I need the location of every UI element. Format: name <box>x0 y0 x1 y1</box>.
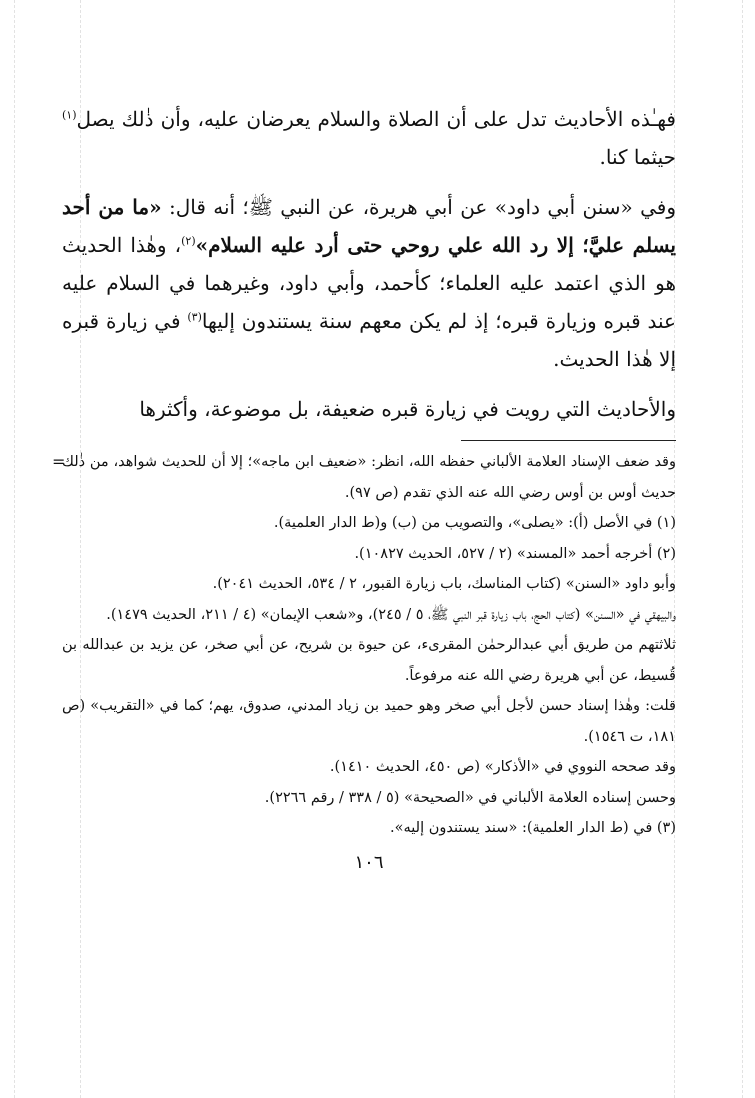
book-page <box>52 100 676 873</box>
footnote-line: وأبو داود «السنن» (كتاب المناسك، باب زيارة القبور، ٢ / ٥٣٤، الحديث ٢٠٤١). <box>212 576 676 592</box>
continuation-mark: = <box>52 452 66 471</box>
hadith-quote: «ما من أحد يسلم عليَّ؛ إلا رد الله علي روحي حتى أرد عليه السلام» <box>62 195 676 257</box>
footnote-line: (٢) أخرجه أحمد «المسند» (٢ / ٥٢٧، الحديث ١٠٨٢٧). <box>354 545 676 562</box>
body-paragraph-3: والأحاديث التي رويت في زيارة قبره ضعيفة، بل موضوعة، وأكثرها <box>139 397 676 421</box>
footnote-ref-2[interactable]: (٢) <box>181 234 196 248</box>
body-paragraph-1: فهـٰذه الأحاديث تدل على أن الصلاة والسلام يعرضان عليه، وأن ذٰلك يصل$^{(١)}$ حيثما كنا. <box>62 107 676 169</box>
footnote-line: وقد صححه النووي في «الأذكار» (ص ٤٥٠، الحديث ١٤١٠). <box>329 759 676 775</box>
footnote-line: (١) في الأصل (أ): «يصلى»، والتصويب من (ب) و(ط الدار العلمية). <box>273 515 676 531</box>
footnote-line: قلت: وهٰذا إسناد حسن لأجل أبي صخر وهو حميد بن زياد المدني، صدوق، يهم؛ كما في «التقريب» (ص ١٨١، ت ١٥٤٦). <box>62 698 676 745</box>
footnote-line: والبيهقي في «السنن» (كتاب الحج، باب زيارة قبر النبي ﷺ، ٥ / ٢٤٥)، و«شعب الإيمان» (٤ / ٢١١، الحديث ١٤٧٩). <box>106 606 676 623</box>
footnote-line: وحسن إسناده العلامة الألباني في «الصحيحة» (٥ / ٣٣٨ / رقم ٢٢٦٦). <box>264 789 676 806</box>
footnote-ref-3[interactable]: (٣) <box>187 310 202 324</box>
footnote-ref-1[interactable]: (١) <box>62 108 77 122</box>
footnote-line: ثلاثتهم من طريق أبي عبدالرحمٰن المقرىء، عن حيوة بن شريح، عن أبي صخر، عن يزيد بن عبدالله بن قُسيط، عن أبي هريرة رضي الله عنه مرفوعاً. <box>62 637 676 684</box>
body-paragraph-2: وفي «سنن أبي داود» عن أبي هريرة، عن النبي ﷺ؛ أنه قال: «ما من أحد يسلم عليَّ؛ إلا رد الله علي روحي حتى أرد عليه السلام»$^{(٢)}$، وهٰذا الحديث هو الذي اعتمد عليه العلماء؛ كأحمد، وأبي داود، وغيرهما في السلام عليه عند قبره وزيارة قبره؛ إذ لم يكن معهم سنة يستندون إليها$^{(٣)}$ في زيارة قبره إلا هٰذا الحديث. <box>62 195 676 371</box>
footnotes <box>52 447 676 844</box>
margin-guide <box>742 0 743 1098</box>
footnote-separator <box>461 440 676 441</box>
footnote-line: وقد ضعف الإسناد العلامة الألباني حفظه الله، انظر: «ضعيف ابن ماجه»؛ إلا أن للحديث شواهد، من ذٰلك حديث أوس بن أوس رضي الله عنه الذي تقدم (ص ٩٧). <box>62 454 676 501</box>
margin-guide <box>14 0 15 1098</box>
footnote-line: (٣) في (ط الدار العلمية): «سند يستندون إليه». <box>390 820 676 836</box>
page-number: ١٠٦ <box>354 851 384 873</box>
